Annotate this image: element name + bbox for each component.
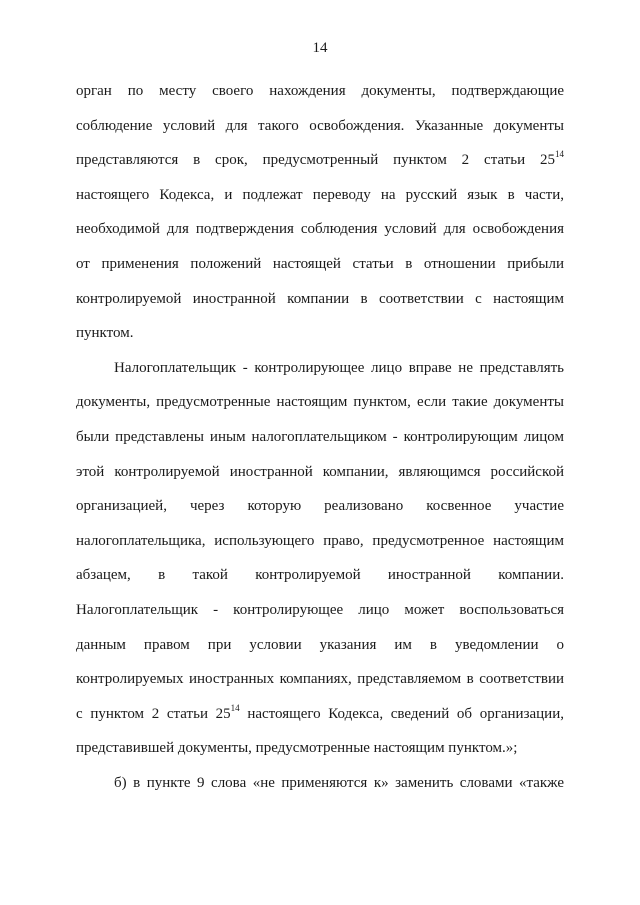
footnote-superscript: 14 [230,702,240,713]
paragraph-first-line: б) в пункте 9 слова «не применяются к» заменить словами «также [114,774,564,791]
text-line [76,697,564,732]
text-line: были представлены иным налогоплательщиком - контролирующим лицом [76,428,564,445]
text-segment: настоящего Кодекса, сведений об организации, [239,705,564,722]
page-number: 14 [312,40,328,56]
text-line: документы, предусмотренные настоящим пунктом, если такие документы [76,394,564,411]
text-line: представившей документы, предусмотренные настоящим пунктом.»; [76,740,518,757]
paragraph-first-line: Налогоплательщик - контролирующее лицо вправе не представлять [114,359,564,376]
text-line: контролируемых иностранных компаниях, представляемом в соответствии [76,671,564,688]
document-body [76,74,564,800]
text-line: пунктом. [76,325,134,342]
text-line: соблюдение условий для такого освобождения. Указанные документы [76,117,564,134]
text-line: организацией, через которую реализовано косвенное участие [76,498,564,515]
text-line: данным правом при условии указания им в уведомлении о [76,636,564,653]
text-line: абзацем, в такой контролируемой иностранной компании. [76,567,564,584]
text-line: этой контролируемой иностранной компании, являющимся российской [76,463,564,480]
text-line: орган по месту своего нахождения документы, подтверждающие [76,83,564,99]
text-line: необходимой для подтверждения соблюдения условий для освобождения [76,221,564,238]
text-line: настоящего Кодекса, и подлежат переводу на русский язык в части, [76,186,564,203]
text-segment: представляются в срок, предусмотренный пунктом 2 статьи 25 [76,152,555,169]
text-line: от применения положений настоящей статьи в отношении прибыли [76,255,564,272]
text-line: Налогоплательщик - контролирующее лицо может воспользоваться [76,601,564,618]
text-line: налогоплательщика, использующего право, предусмотренное настоящим [76,532,564,549]
footnote-superscript: 14 [555,149,564,160]
text-line [76,143,564,178]
text-line: контролируемой иностранной компании в соответствии с настоящим [76,290,564,307]
text-segment: с пунктом 2 статьи 25 [76,705,231,722]
